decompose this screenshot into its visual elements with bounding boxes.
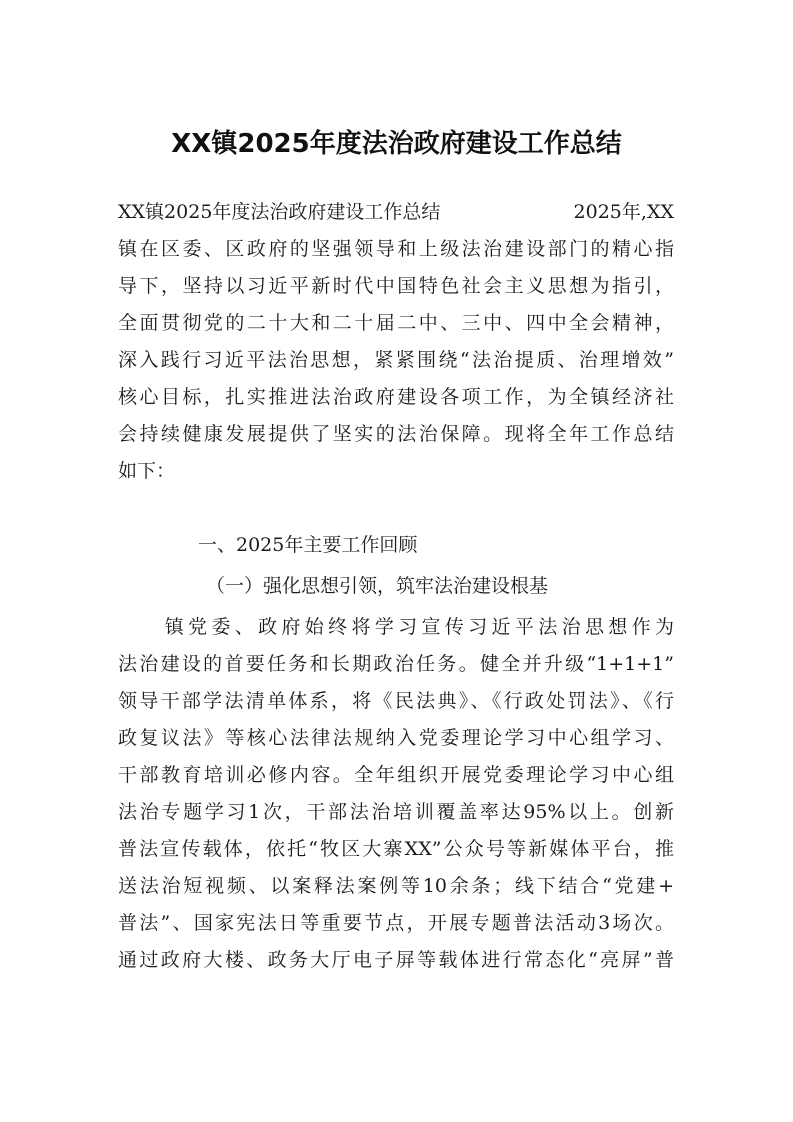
paragraph-line: 镇党委、政府始终将学习宣传习近平法治思想作为 bbox=[118, 616, 674, 638]
section-heading: 一、2025年主要工作回顾 bbox=[198, 534, 418, 556]
intro-line: 如下： bbox=[118, 460, 176, 482]
document-title: XX镇2025年度法治政府建设工作总结 bbox=[171, 129, 622, 159]
paragraph-line: 送法治短视频、以案释法案例等10余条；线下结合“党建+ bbox=[118, 875, 674, 897]
intro-line: 镇在区委、区政府的坚强领导和上级法治建设部门的精心指 bbox=[118, 238, 674, 260]
paragraph-line: 普法”、国家宪法日等重要节点，开展专题普法活动3场次。 bbox=[118, 912, 674, 934]
intro-line: 核心目标，扎实推进法治政府建设各项工作，为全镇经济社 bbox=[118, 386, 674, 408]
intro-line: 导下，坚持以习近平新时代中国特色社会主义思想为指引， bbox=[118, 275, 674, 297]
intro-line: 会持续健康发展提供了坚实的法治保障。现将全年工作总结 bbox=[118, 423, 674, 445]
paragraph-line: 政复议法》等核心法律法规纳入党委理论学习中心组学习、 bbox=[118, 727, 674, 749]
paragraph-line: 通过政府大楼、政务大厅电子屏等载体进行常态化“亮屏”普 bbox=[118, 949, 674, 971]
intro-title-repeat: XX镇2025年度法治政府建设工作总结 bbox=[118, 201, 441, 223]
subsection-heading: （一）强化思想引领，筑牢法治建设根基 bbox=[206, 575, 549, 597]
paragraph-line: 法治建设的首要任务和长期政治任务。健全并升级“1+1+1” bbox=[118, 653, 674, 675]
intro-first-line bbox=[118, 196, 674, 229]
paragraph-line: 普法宣传载体，依托“牧区大寨XX”公众号等新媒体平台，推 bbox=[118, 838, 674, 860]
paragraph-line: 干部教育培训必修内容。全年组织开展党委理论学习中心组 bbox=[118, 764, 674, 786]
intro-line: 深入践行习近平法治思想，紧紧围绕“法治提质、治理增效” bbox=[118, 349, 674, 371]
intro-year: 2025年,XX bbox=[573, 201, 674, 223]
paragraph-line: 领导干部学法清单体系，将《民法典》、《行政处罚法》、《行 bbox=[118, 690, 674, 712]
intro-line: 全面贯彻党的二十大和二十届二中、三中、四中全会精神， bbox=[118, 312, 674, 334]
paragraph-line: 法治专题学习1次，干部法治培训覆盖率达95%以上。创新 bbox=[118, 801, 674, 823]
